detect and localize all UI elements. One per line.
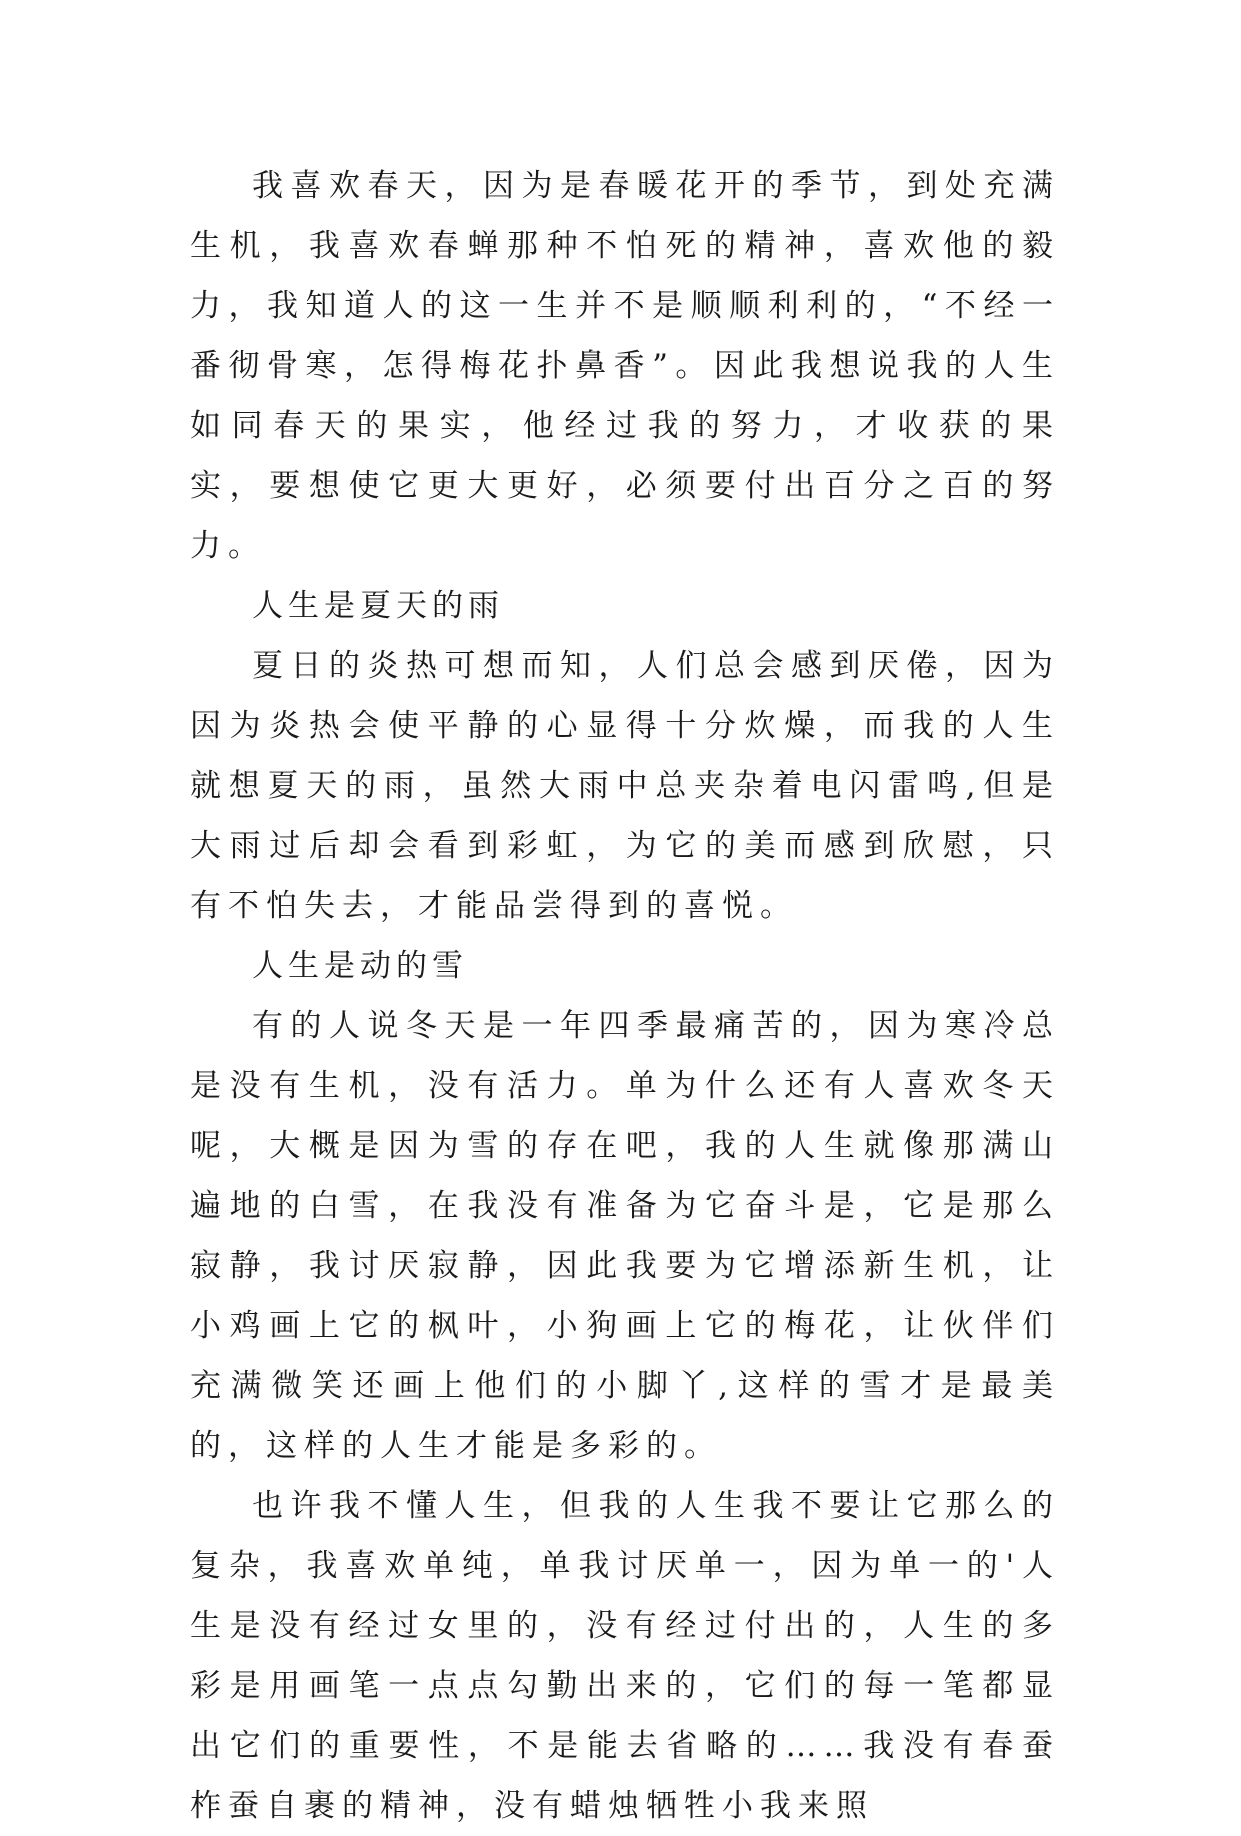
paragraph-winter: 有的人说冬天是一年四季最痛苦的，因为寒冷总是没有生机，没有活力。单为什么还有人喜欢冬天呢，大概是因为雪的存在吧，我的人生就像那满山遍地的白雪，在我没有准备为它奋斗是，它是那么寂静，我讨厌寂静，因此我要为它增添新生机，让小鸡画上它的枫叶，小狗画上它的梅花，让伙伴们充满微笑还画上他们的小脚丫,这样的雪才是最美的，这样的人生才能是多彩的。: [190, 1008, 1060, 1464]
paragraph-spring: 我喜欢春天，因为是春暖花开的季节，到处充满生机，我喜欢春蝉那种不怕死的精神，喜欢他的毅力，我知道人的这一生并不是顺顺利利的，“不经一番彻骨寒，怎得梅花扑鼻香”。因此我想说我的人生如同春天的果实，他经过我的努力，才收获的果实，要想使它更大更好，必须要付出百分之百的努力。: [190, 168, 1060, 564]
paragraph-summer: 夏日的炎热可想而知，人们总会感到厌倦，因为因为炎热会使平静的心显得十分炊燥，而我的人生就想夏天的雨，虽然大雨中总夹杂着电闪雷鸣,但是大雨过后却会看到彩虹，为它的美而感到欣慰，只有不怕失去，才能品尝得到的喜悦。: [190, 648, 1060, 924]
paragraph-life-reflection: 也许我不懂人生，但我的人生我不要让它那么的复杂，我喜欢单纯，单我讨厌单一，因为单一的'人生是没有经过女里的，没有经过付出的，人生的多彩是用画笔一点点勾勤出来的，它们的每一笔都显出它们的重要性，不是能去省略的……我没有春蚕柞蚕自裹的精神，没有蜡烛牺牲小我来照: [190, 1488, 1060, 1824]
heading-summer-rain: 人生是夏天的雨: [252, 588, 504, 624]
heading-moving-snow: 人生是动的雪: [252, 948, 468, 984]
document-body: [190, 156, 1060, 1836]
